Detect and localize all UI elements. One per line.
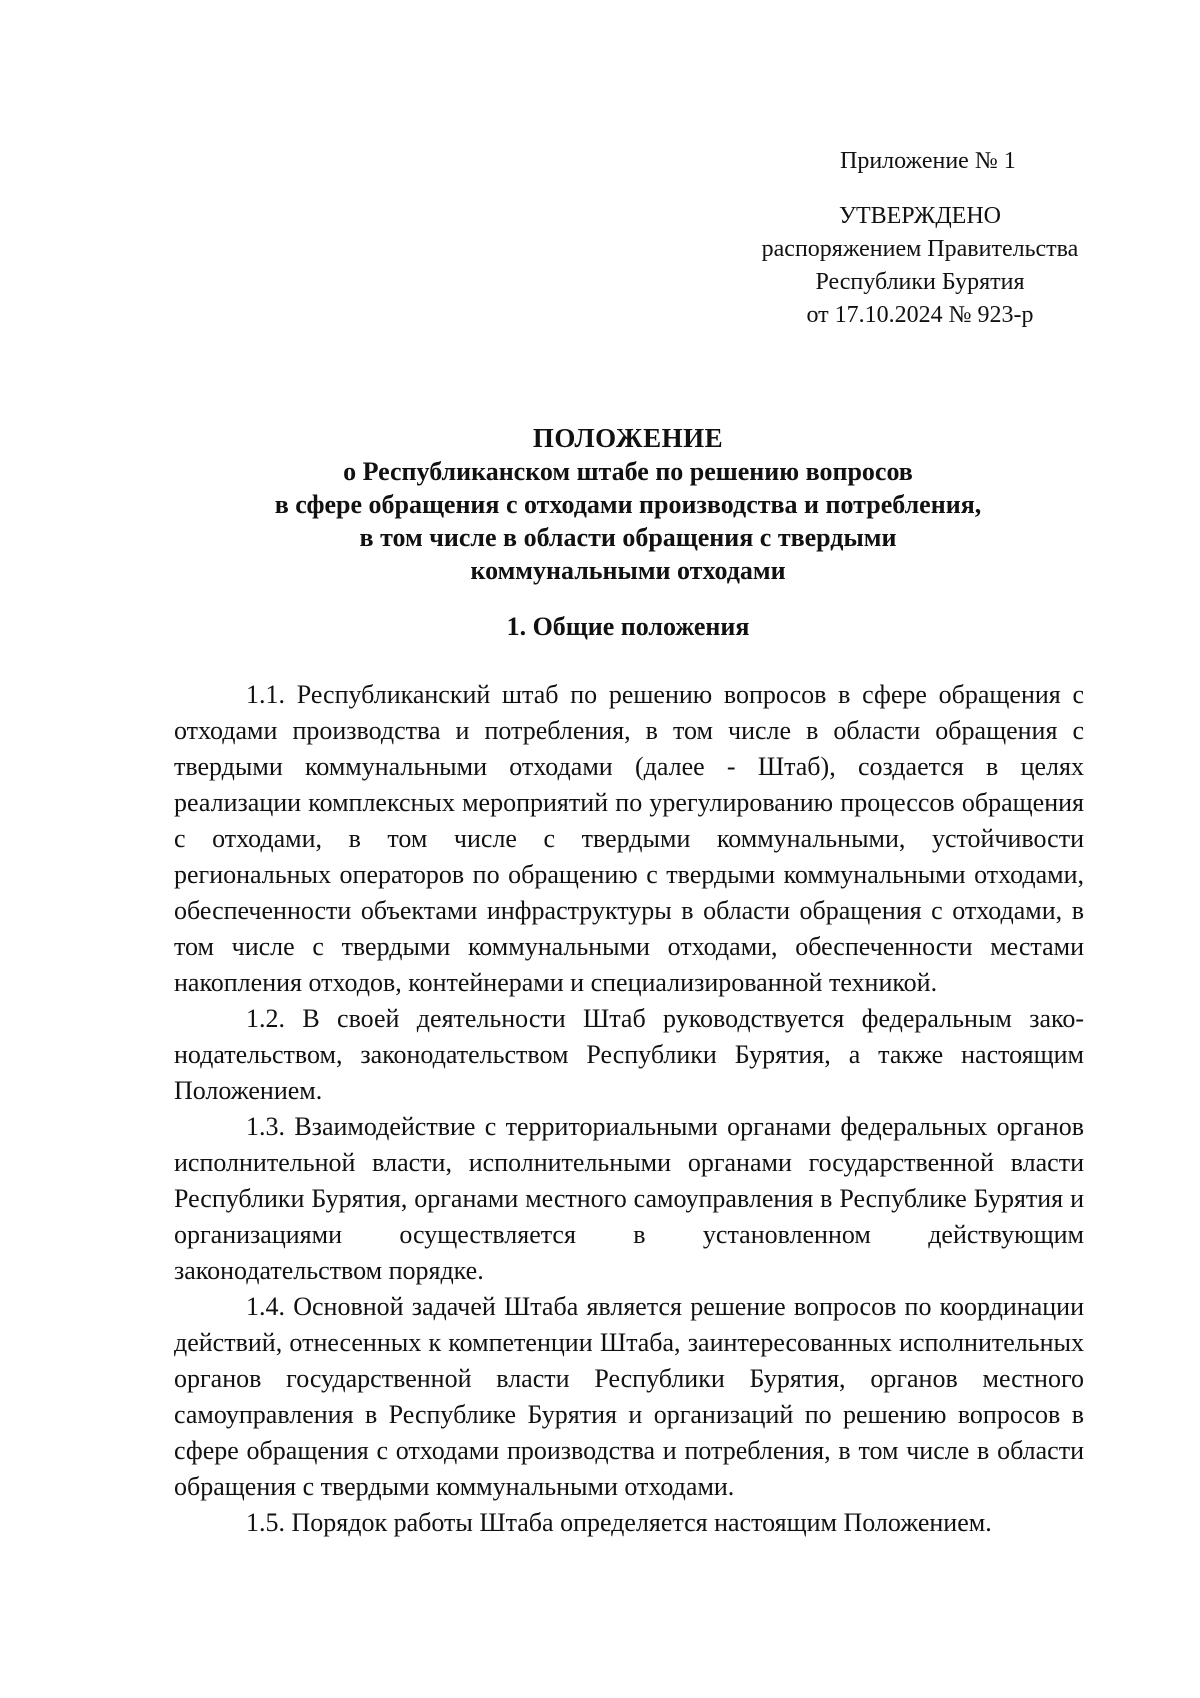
section-heading: 1. Общие положения bbox=[506, 612, 750, 641]
annex-number: Приложение № 1 bbox=[840, 148, 1016, 174]
document-title-line: о Республиканском штабе по решению вопросов bbox=[343, 457, 913, 486]
approval-line: УТВЕРЖДЕНО bbox=[838, 203, 1002, 229]
paragraph-1-2: 1.2. В своей деятельности Штаб руководствуется федеральным законодательством, законодательством Республики Бурятия, а также настоящим Положением. bbox=[174, 1004, 1084, 1105]
document-title-line: в том числе в области обращения с твердыми bbox=[359, 523, 897, 552]
paragraph-1-3: 1.3. Взаимодействие с территориальными органами федеральных органов исполнительной власти, исполнительными органами государственной власти Республики Бурятия, органами местного самоуправления в Республике Бурятия и организациями осуществляется в установленном действующим законодательством порядке. bbox=[174, 1112, 1084, 1285]
approval-stamp bbox=[740, 200, 1100, 332]
section-body bbox=[174, 677, 1084, 1541]
approval-line: распоряжением Правительства bbox=[761, 236, 1079, 262]
paragraph-1-5: 1.5. Порядок работы Штаба определяется настоящим Положением. bbox=[246, 1508, 992, 1537]
document-title bbox=[170, 422, 1086, 587]
approval-line: Республики Бурятия bbox=[815, 269, 1025, 295]
paragraph-1-4: 1.4. Основной задачей Штаба является решение вопросов по координации действий, отнесенных к компетенции Штаба, заинтересованных исполнительных органов государственной власти Республики Бурятия, органов местного самоуправления в Республике Бурятия и организаций по решению вопросов в сфере обращения с отходами производства и потребления, в том числе в области обращения с твердыми коммунальными отходами. bbox=[174, 1292, 1084, 1501]
document-title-line: коммунальными отходами bbox=[470, 556, 786, 585]
paragraph-1-1: 1.1. Республиканский штаб по решению вопросов в сфере обращения с отходами производства и потребления, в том числе в области обращения с твердыми коммунальными отходами (далее - Штаб), создается в целях реализации комплексных мероприятий по урегулированию процессов обращения с отходами, в том числе с твердыми коммунальными, устойчивости региональных операторов по обращению с твердыми коммунальными отходами, обеспеченности объектами инфраструктуры в области обращения с отходами, в том числе с твердыми коммунальными отходами, обеспеченности местами накопления отходов, контейнерами и специализированной техникой. bbox=[174, 680, 1084, 997]
approval-line: от 17.10.2024 № 923-р bbox=[806, 302, 1034, 328]
document-title-main: ПОЛОЖЕНИЕ bbox=[532, 423, 724, 453]
document-title-line: в сфере обращения с отходами производства и потребления, bbox=[274, 490, 982, 519]
